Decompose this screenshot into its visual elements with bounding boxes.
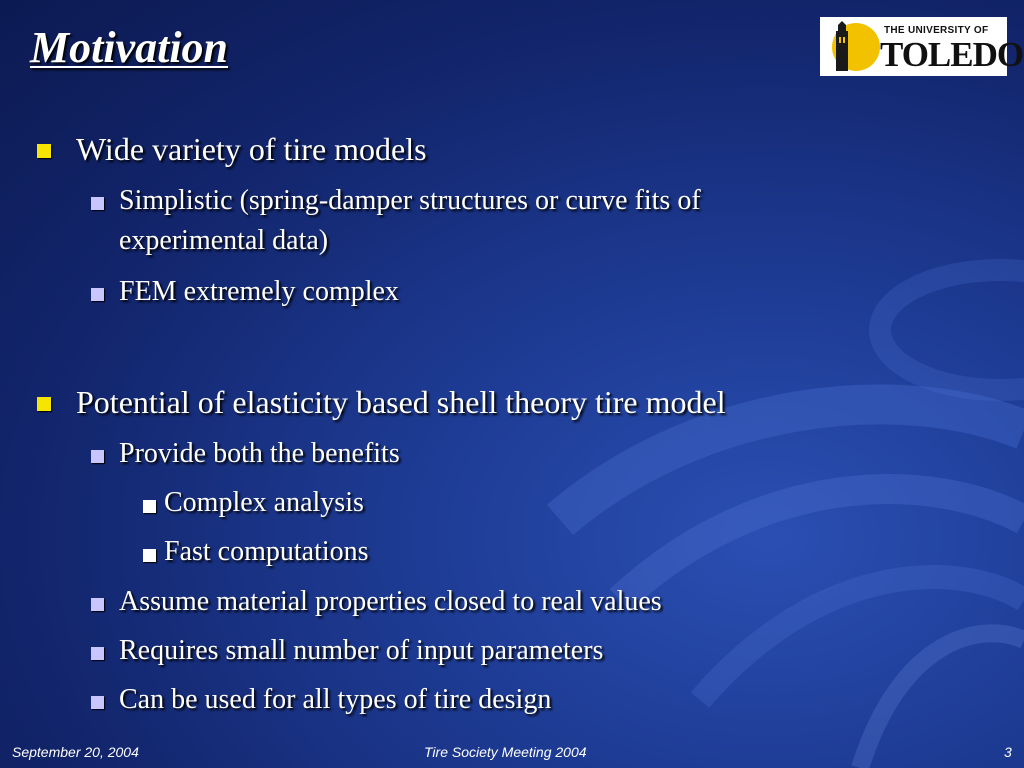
white-square-bullet-icon bbox=[143, 549, 156, 562]
bullet-provide: Provide both the benefits bbox=[119, 438, 400, 469]
white-square-bullet-icon bbox=[143, 500, 156, 513]
lavender-square-bullet-icon bbox=[91, 288, 104, 301]
lavender-square-bullet-icon bbox=[91, 197, 104, 210]
bullet-requires: Requires small number of input parameters bbox=[119, 635, 604, 666]
bullet-can-be-used: Can be used for all types of tire design bbox=[119, 684, 552, 715]
bullet-fem: FEM extremely complex bbox=[119, 276, 399, 307]
footer-date: September 20, 2004 bbox=[12, 744, 139, 760]
yellow-square-bullet-icon bbox=[37, 397, 51, 411]
footer-event: Tire Society Meeting 2004 bbox=[424, 744, 587, 760]
logo-name: TOLEDO bbox=[880, 35, 1024, 74]
bullet-simplistic-line-2: experimental data) bbox=[119, 225, 329, 256]
lavender-square-bullet-icon bbox=[91, 450, 104, 463]
bullet-complex-analysis: Complex analysis bbox=[164, 487, 364, 518]
footer-page-number: 3 bbox=[1004, 744, 1012, 760]
lavender-square-bullet-icon bbox=[91, 598, 104, 611]
bullet-fast-computations: Fast computations bbox=[164, 536, 369, 567]
bullet-simplistic-line-1: Simplistic (spring-damper structures or curve fits of bbox=[119, 185, 701, 216]
lavender-square-bullet-icon bbox=[91, 647, 104, 660]
bullet-potential: Potential of elasticity based shell theory tire model bbox=[76, 384, 726, 420]
slide-title: Motivation bbox=[30, 23, 229, 72]
bullet-wide-variety: Wide variety of tire models bbox=[76, 131, 427, 167]
logo-university-line: THE UNIVERSITY OF bbox=[884, 25, 989, 36]
yellow-square-bullet-icon bbox=[37, 144, 51, 158]
lavender-square-bullet-icon bbox=[91, 696, 104, 709]
bullet-assume: Assume material properties closed to real values bbox=[119, 586, 662, 617]
